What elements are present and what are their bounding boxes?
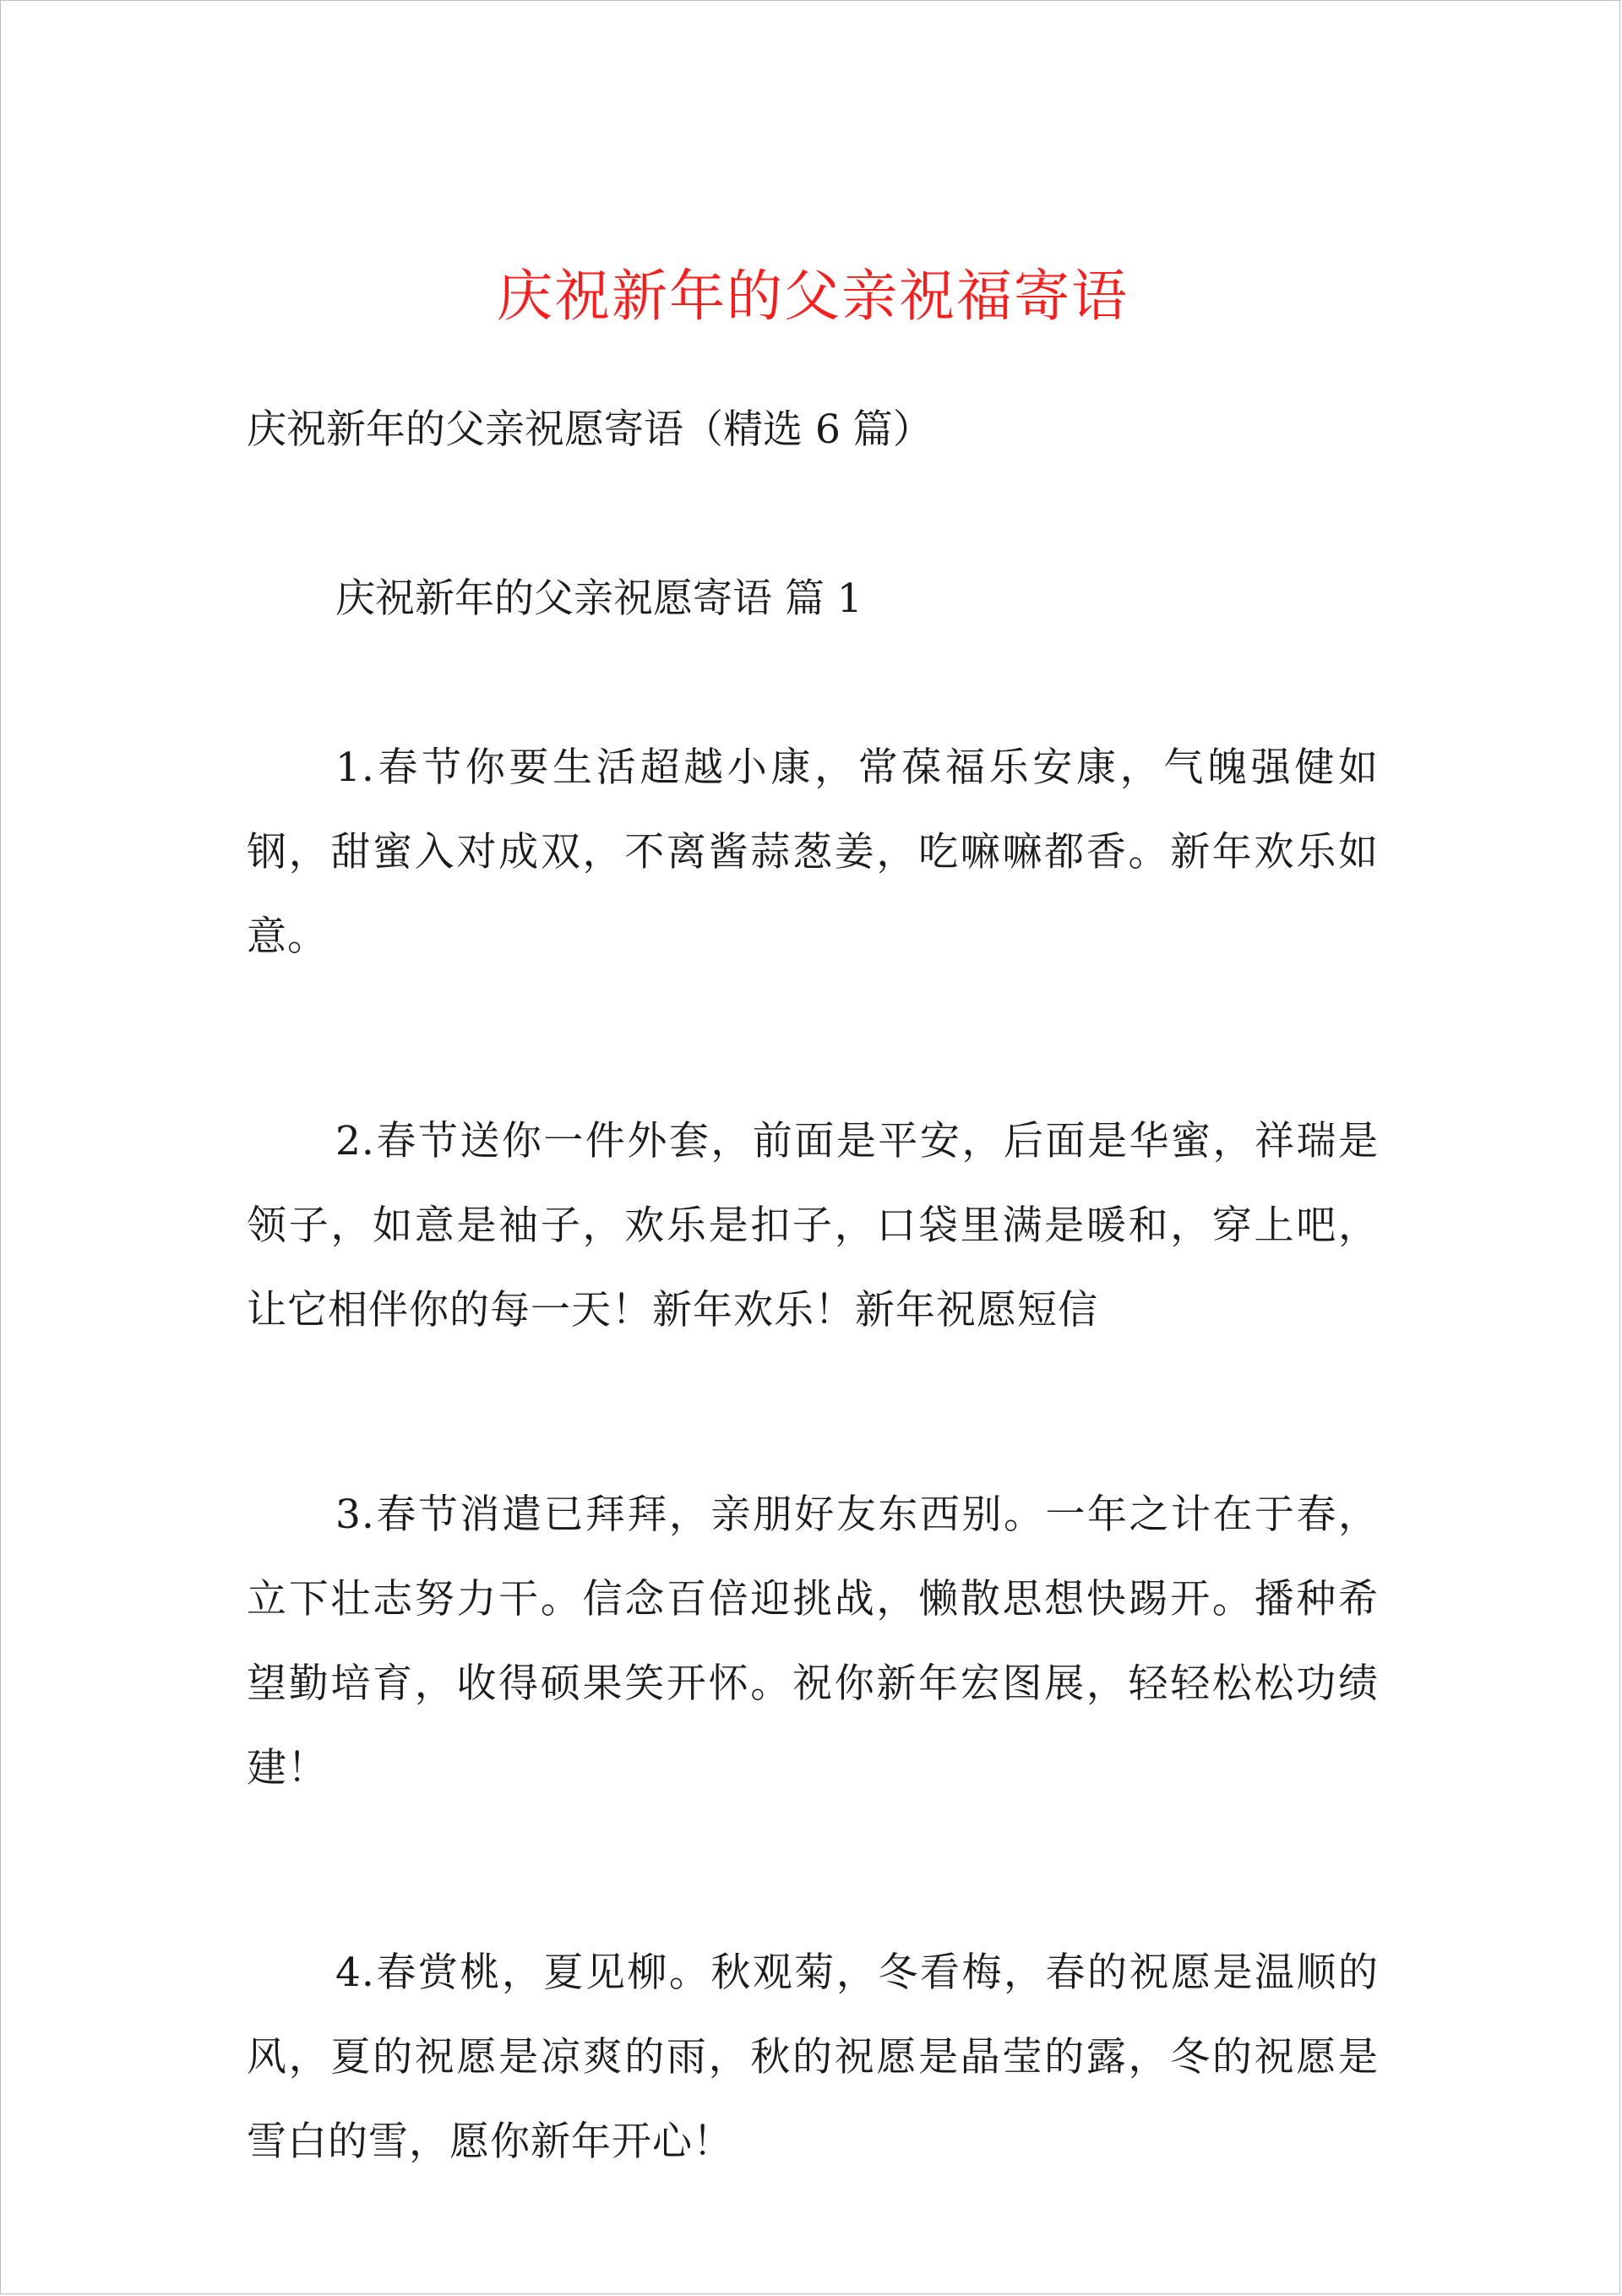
document-title: 庆祝新年的父亲祝福寄语	[497, 264, 1129, 329]
document-subtitle: 庆祝新年的父亲祝愿寄语（精选 6 篇）	[247, 406, 933, 453]
paragraph-2: 2.春节送你一件外套，前面是平安，后面是华蜜，祥瑞是领子，如意是袖子，欢乐是扣子，口袋里满是暖和，穿上吧，让它相伴你的每一天！新年欢乐！新年祝愿短信	[247, 1118, 1379, 1333]
paragraph-3: 3.春节消遣已拜拜，亲朋好友东西别。一年之计在于春，立下壮志努力干。信念百倍迎挑战，懒散思想快踢开。播种希望勤培育，收得硕果笑开怀。祝你新年宏图展，轻轻松松功绩建！	[247, 1492, 1379, 1792]
paragraph-1: 1.春节你要生活超越小康，常葆福乐安康，气魄强健如钢，甜蜜入对成双，不离酱蒜葱姜，吃嘛嘛都香。新年欢乐如意。	[247, 744, 1379, 960]
paragraph-4: 4.春赏桃，夏见柳。秋观菊，冬看梅，春的祝愿是温顺的风，夏的祝愿是凉爽的雨，秋的祝愿是晶莹的露，冬的祝愿是雪白的雪，愿你新年开心！	[247, 1950, 1379, 2165]
section-heading: 庆祝新年的父亲祝愿寄语 篇 1	[335, 575, 863, 622]
document-body	[247, 254, 1379, 2184]
